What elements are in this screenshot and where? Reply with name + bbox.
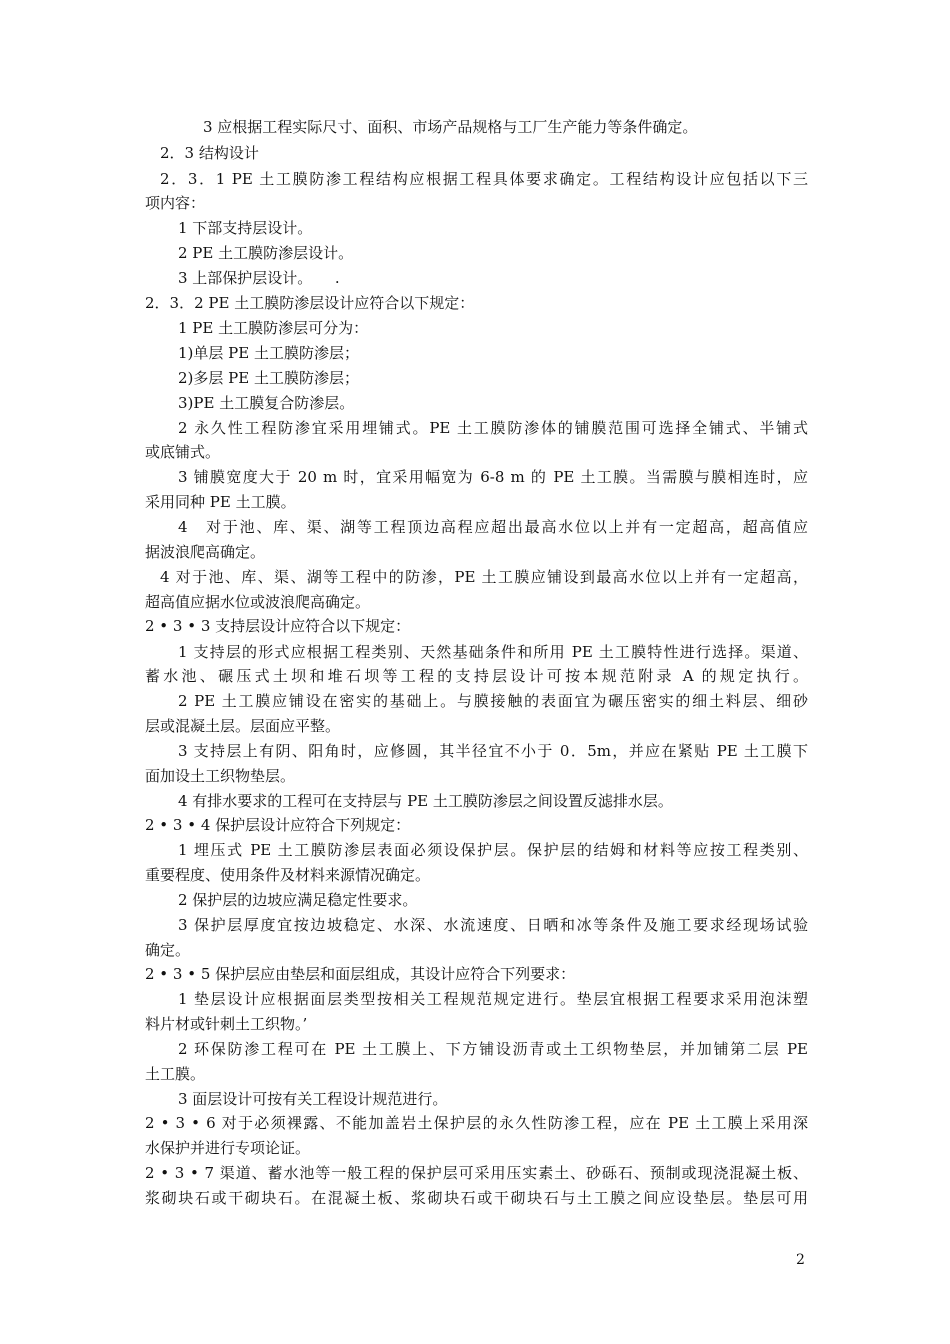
text-line: 3)PE 土工膜复合防渗层。 bbox=[178, 394, 355, 412]
text-line: 4 对于池、库、渠、湖等工程中的防渗，PE 土工膜应铺设到最高水位以上并有一定超高， bbox=[160, 568, 808, 586]
clause-heading: 2 • 3 • 6 对于必须裸露、不能加盖岩土保护层的永久性防渗工程，应在 PE 土工膜上采用深 bbox=[145, 1114, 808, 1132]
text-line: 3 上部保护层设计。 . bbox=[178, 269, 340, 287]
text-line: 浆砌块石或干砌块石。在混凝土板、浆砌块石或干砌块石与土工膜之间应设垫层。垫层可用 bbox=[145, 1189, 808, 1207]
text-line: 2 保护层的边坡应满足稳定性要求。 bbox=[178, 891, 418, 909]
text-line: 蓄水池、碾压式土坝和堆石坝等工程的支持层设计可按本规范附录 A 的规定执行。 bbox=[145, 667, 808, 685]
text-line: 2 PE 土工膜应铺设在密实的基础上。与膜接触的表面宜为碾压密实的细土料层、细砂 bbox=[178, 692, 808, 710]
clause-heading: 2．3．2 PE 土工膜防渗层设计应符合以下规定： bbox=[145, 294, 475, 312]
text-line: 采用同种 PE 土工膜。 bbox=[145, 493, 296, 511]
page-number: 2 bbox=[796, 1252, 805, 1268]
text-line: 面加设土工织物垫层。 bbox=[145, 767, 296, 785]
text-line: 1 PE 土工膜防渗层可分为： bbox=[178, 319, 369, 337]
text-line: 1 埋压式 PE 土工膜防渗层表面必须设保护层。保护层的结姆和材料等应按工程类别、 bbox=[178, 841, 808, 859]
text-line: 3 保护层厚度宜按边坡稳定、水深、水流速度、日晒和冰等条件及施工要求经现场试验 bbox=[178, 916, 808, 934]
text-line: 2 PE 土工膜防渗层设计。 bbox=[178, 244, 354, 262]
text-line: 1 下部支持层设计。 bbox=[178, 219, 313, 237]
text-line: 2．3．1 PE 土工膜防渗工程结构应根据工程具体要求确定。工程结构设计应包括以下三 bbox=[160, 170, 808, 188]
text-line: 3 支持层上有阴、阳角时，应修圆，其半径宜不小于 0．5m，并应在紧贴 PE 土工膜下 bbox=[178, 742, 808, 760]
clause-heading: 2 • 3 • 5 保护层应由垫层和面层组成，其设计应符合下列要求： bbox=[145, 965, 576, 983]
clause-heading: 2 • 3 • 7 渠道、蓄水池等一般工程的保护层可采用压实素土、砂砾石、预制或现浇混凝土板、 bbox=[145, 1164, 808, 1182]
text-line: 据波浪爬高确定。 bbox=[145, 543, 266, 561]
text-line: 1 支持层的形式应根据工程类别、天然基础条件和所用 PE 土工膜特性进行选择。渠道、 bbox=[178, 643, 808, 661]
text-line: 3 铺膜宽度大于 20 m 时，宜采用幅宽为 6-8 m 的 PE 土工膜。当需膜与膜相连时，应 bbox=[178, 468, 808, 486]
text-line: 层或混凝土层。层面应平整。 bbox=[145, 717, 341, 735]
text-line: 4 对于池、库、渠、湖等工程顶边高程应超出最高水位以上并有一定超高，超高值应 bbox=[178, 518, 808, 536]
section-heading: 2．3 结构设计 bbox=[160, 144, 259, 162]
text-line: 超高值应据水位或波浪爬高确定。 bbox=[145, 593, 371, 611]
text-line: 4 有排水要求的工程可在支持层与 PE 土工膜防渗层之间设置反滤排水层。 bbox=[178, 792, 673, 810]
text-line: 2 环保防渗工程可在 PE 土工膜上、下方铺设沥青或土工织物垫层，并加铺第二层 PE bbox=[178, 1040, 808, 1058]
text-line: 土工膜。 bbox=[145, 1065, 206, 1083]
text-line: 2 永久性工程防渗宜采用埋铺式。PE 土工膜防渗体的铺膜范围可选择全铺式、半铺式 bbox=[178, 419, 808, 437]
clause-heading: 2 • 3 • 4 保护层设计应符合下列规定： bbox=[145, 816, 411, 834]
text-line: 或底铺式。 bbox=[145, 443, 221, 461]
text-line: 料片材或针刺土工织物。’ bbox=[145, 1015, 308, 1033]
text-line: 3 应根据工程实际尺寸、面积、市场产品规格与工厂生产能力等条件确定。 bbox=[203, 118, 698, 136]
text-line: 3 面层设计可按有关工程设计规范进行。 bbox=[178, 1090, 448, 1108]
text-line: 项内容： bbox=[145, 194, 206, 212]
text-line: 水保护并进行专项论证。 bbox=[145, 1139, 311, 1157]
text-line: 1 垫层设计应根据面层类型按相关工程规范规定进行。垫层宜根据工程要求采用泡沫塑 bbox=[178, 990, 808, 1008]
text-line: 确定。 bbox=[145, 941, 191, 959]
text-line: 2)多层 PE 土工膜防渗层； bbox=[178, 369, 359, 387]
text-line: 重要程度、使用条件及材料来源情况确定。 bbox=[145, 866, 431, 884]
text-line: 1)单层 PE 土工膜防渗层； bbox=[178, 344, 359, 362]
clause-heading: 2 • 3 • 3 支持层设计应符合以下规定： bbox=[145, 617, 411, 635]
